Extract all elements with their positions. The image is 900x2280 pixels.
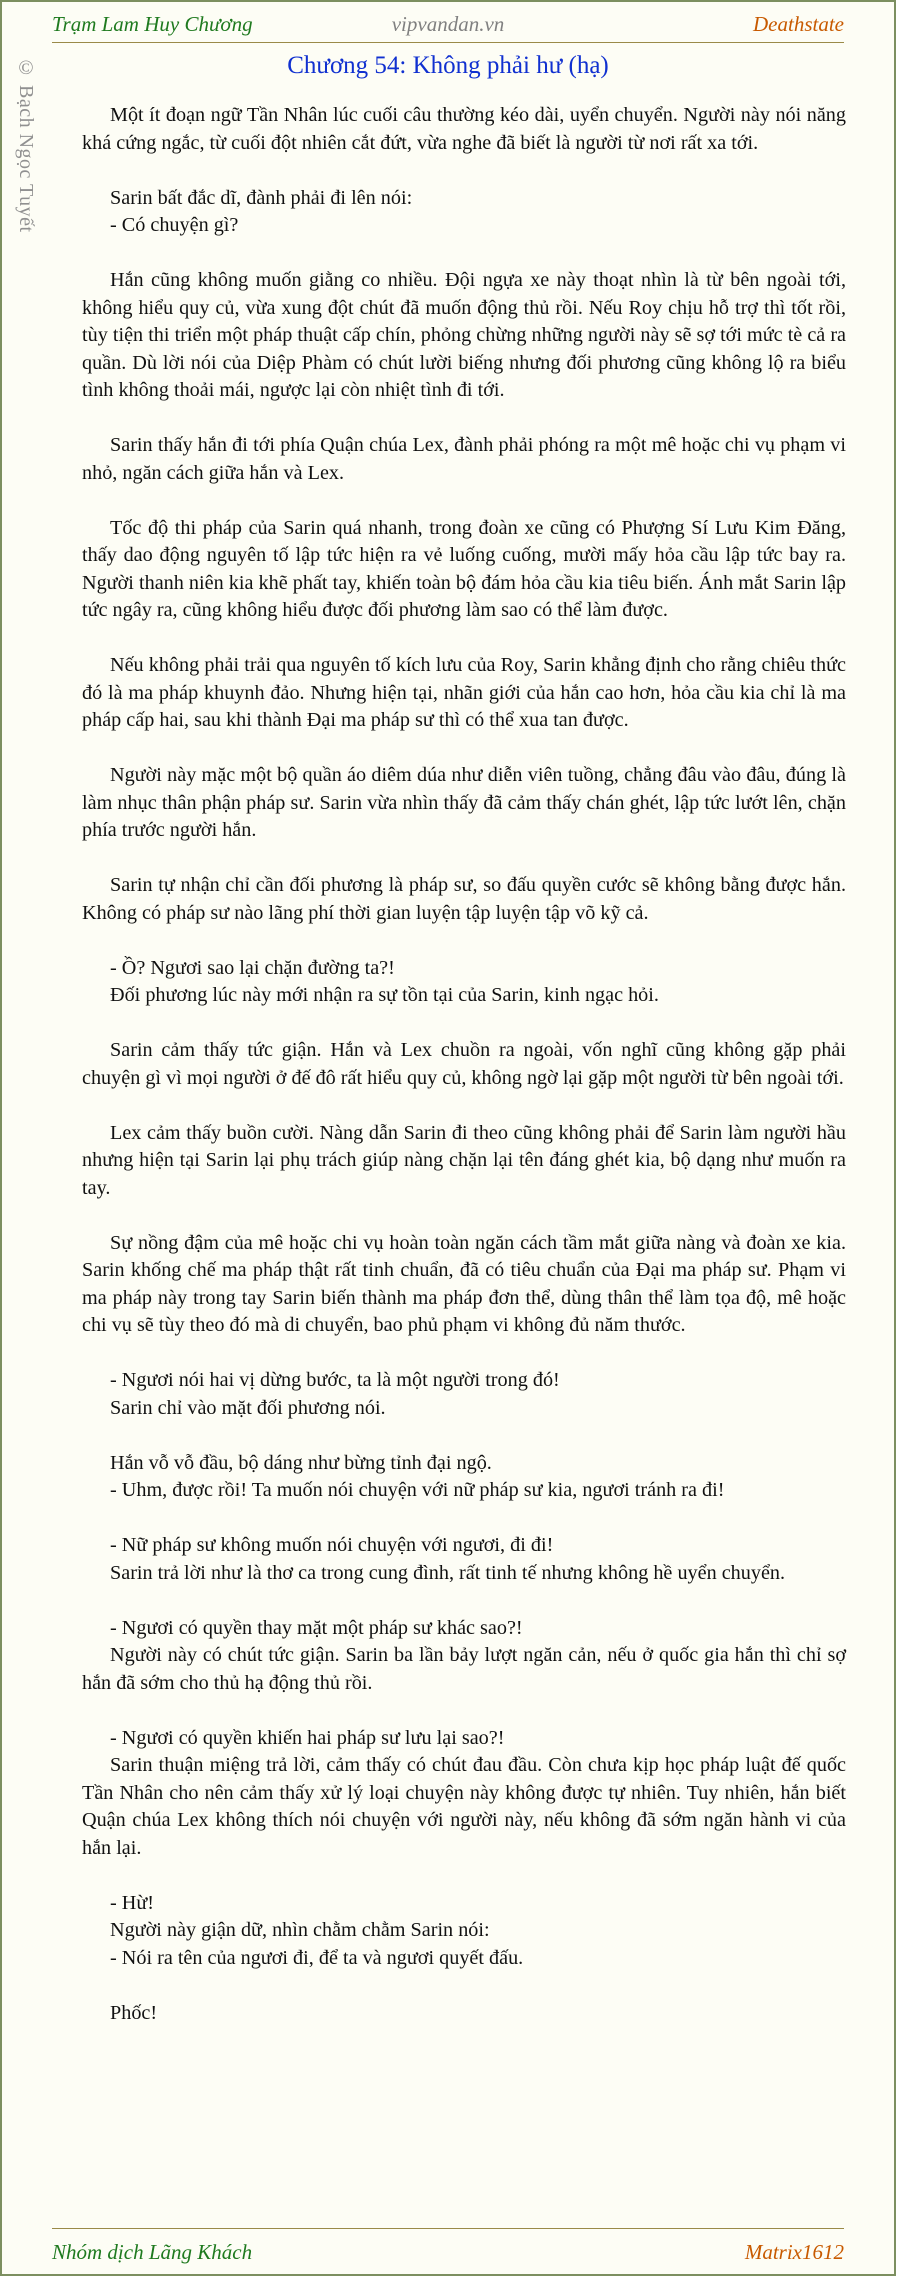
paragraph-line: - Nói ra tên của ngươi đi, để ta và ngươi quyết đấu. [110,1946,524,1969]
paragraph [82,1037,846,1092]
paragraph-line: - Ngươi nói hai vị dừng bước, ta là một người trong đó! [110,1369,560,1391]
paragraph-line: - Hừ! [110,1891,155,1914]
paragraph-line: Tốc độ thi pháp của Sarin quá nhanh, trong đoàn xe cũng có Phượng Sí Lưu Kim Đăng, thấy dao động nguyên tố lập tức hiện ra vẻ luống cuống, mười mấy hỏa cầu lập tức bay ra. Người thanh niên kia khẽ phất tay, khiến toàn bộ đám hỏa cầu kia tiêu biến. Ánh mắt Sarin lập tức ngây ra, cũng không hiểu được đối phương làm sao có thể làm được. [82,516,846,621]
paragraph-line: Sarin cảm thấy tức giận. Hắn và Lex chuồn ra ngoài, vốn nghĩ cũng không gặp phải chuyện gì vì mọi người ở đế đô rất hiểu quy củ, không ngờ lại gặp một người từ bên ngoài tới. [82,1039,846,1089]
header-site-text: vipvandan.vn [391,12,505,36]
paragraph [82,762,846,845]
paragraph-line: Phốc! [110,2001,158,2024]
paragraph [82,2000,846,2028]
paragraph [82,102,846,157]
paragraph-line: Nếu không phải trải qua nguyên tố kích lưu của Roy, Sarin khẳng định cho rằng chiêu thức đó là ma pháp khuynh đảo. Nhưng hiện tại, nhãn giới của hắn cao hơn, hỏa cầu kia chỉ là ma pháp cấp hai, sau khi thành Đại ma pháp sư thì có thể xua tan được. [82,654,846,731]
paragraph [82,267,846,405]
paragraph [82,652,846,735]
paragraph-line: - Ngươi có quyền khiến hai pháp sư lưu lại sao?! [110,1726,505,1749]
paragraph [82,872,846,927]
page-header [52,6,844,40]
header-divider [52,42,844,43]
paragraph [82,432,846,487]
paragraph-line: - Ngươi có quyền thay mặt một pháp sư khác sao?! [110,1616,523,1639]
paragraph [82,1615,846,1698]
chapter-body [82,102,846,2055]
paragraph [82,515,846,625]
paragraph-line: Sarin thuận miệng trả lời, cảm thấy có chút đau đầu. Còn chưa kịp học pháp luật đế quốc Tần Nhân cho nên cảm thấy xử lý loại chuyện này không được tự nhiên. Tuy nhiên, hắn biết Quận chúa Lex không thích nói chuyện với người này, nếu không đã sớm ngăn hành vi của hắn lại. [82,1754,846,1859]
paragraph [82,1890,846,1973]
paragraph [82,1450,846,1505]
footer-left-text: Nhóm dịch Lãng Khách [52,2240,253,2264]
paragraph [82,1367,846,1422]
paragraph [82,1532,846,1587]
paragraph-line: Đối phương lúc này mới nhận ra sự tồn tại của Sarin, kinh ngạc hỏi. [110,984,659,1006]
paragraph-line: - Uhm, được rồi! Ta muốn nói chuyện với nữ pháp sư kia, ngươi tránh ra đi! [110,1479,725,1501]
paragraph-line: - Nữ pháp sư không muốn nói chuyện với ngươi, đi đi! [110,1534,554,1556]
page-footer [52,2234,844,2268]
paragraph-line: Người này có chút tức giận. Sarin ba lần bảy lượt ngăn cản, nếu ở quốc gia hắn thì chỉ sợ hắn đã sớm cho thủ hạ động thủ rồi. [82,1644,846,1694]
paragraph-line: Sarin trả lời như là thơ ca trong cung đình, rất tinh tế nhưng không hề uyển chuyển. [110,1561,786,1584]
paragraph [82,1120,846,1203]
paragraph-line: Một ít đoạn ngữ Tần Nhân lúc cuối câu thường kéo dài, uyển chuyển. Người này nói năng khá cứng ngắc, từ cuối đột nhiên cắt đứt, vừa nghe đã biết là người từ nơi rất xa tới. [82,104,846,154]
side-watermark: © Bạch Ngọc Tuyết [15,57,37,233]
paragraph-line: - Ồ? Ngươi sao lại chặn đường ta?! [110,956,395,979]
paragraph-line: Hắn vỗ vỗ đầu, bộ dáng như bừng tỉnh đại ngộ. [110,1451,492,1474]
header-right-text: Deathstate [753,12,844,36]
paragraph [82,1230,846,1340]
paragraph [82,185,846,240]
paragraph-line: Sarin chỉ vào mặt đối phương nói. [110,1396,386,1419]
paragraph-line: Hắn cũng không muốn giằng co nhiều. Đội ngựa xe này thoạt nhìn là từ bên ngoài tới, không hiểu quy củ, vừa xung đột chút đã muốn động thủ rồi. Nếu Roy chịu hỗ trợ thì tốt rồi, tùy tiện thi triển một pháp thuật cấp chín, phỏng chừng những người này sẽ sợ tới mức tè cả ra quần. Dù lời nói của Diệp Phàm có chút lười biếng nhưng đối phương cũng không lộ ra biểu tình không thoải mái, ngược lại còn nhiệt tình đi tới. [82,269,846,401]
paragraph-line: Sarin tự nhận chỉ cần đối phương là pháp sư, so đấu quyền cước sẽ không bằng được hắn. Không có pháp sư nào lãng phí thời gian luyện tập luyện tập võ kỹ cả. [82,874,846,924]
paragraph [82,1725,846,1863]
paragraph-line: Người này mặc một bộ quần áo diêm dúa như diễn viên tuồng, chẳng đâu vào đâu, đúng là làm nhục thân phận pháp sư. Sarin vừa nhìn thấy đã cảm thấy chán ghét, lập tức lướt lên, chặn phía trước người hắn. [82,764,846,841]
paragraph-line: Sarin thấy hắn đi tới phía Quận chúa Lex, đành phải phóng ra một mê hoặc chi vụ phạm vi nhỏ, ngăn cách giữa hắn và Lex. [82,434,846,484]
paragraph-line: Sarin bất đắc dĩ, đành phải đi lên nói: [110,186,413,209]
footer-right-text: Matrix1612 [744,2240,844,2264]
paragraph [82,955,846,1010]
footer-divider [52,2228,844,2229]
chapter-title: Chương 54: Không phải hư (hạ) [287,52,609,79]
paragraph-line: Lex cảm thấy buồn cười. Nàng dẫn Sarin đi theo cũng không phải để Sarin làm người hầu nhưng hiện tại Sarin lại phụ trách giúp nàng chặn lại tên đáng ghét kia, bộ dạng như muốn ra tay. [82,1121,846,1199]
paragraph-line: - Có chuyện gì? [110,214,239,236]
paragraph-line: Sự nồng đậm của mê hoặc chi vụ hoàn toàn ngăn cách tầm mắt giữa nàng và đoàn xe kia. Sarin khống chế ma pháp thật rất tinh chuẩn, đã có tiêu chuẩn của Đại ma pháp sư. Phạm vi ma pháp này trong tay Sarin biến thành ma pháp đơn thể, dùng thân thể làm tọa độ, mê hoặc chi vụ sẽ tùy theo đó mà di chuyển, bao phủ phạm vi không đủ năm thước. [82,1231,846,1336]
paragraph-line: Người này giận dữ, nhìn chằm chằm Sarin nói: [110,1919,490,1941]
header-left-text: Trạm Lam Huy Chương [52,12,253,36]
